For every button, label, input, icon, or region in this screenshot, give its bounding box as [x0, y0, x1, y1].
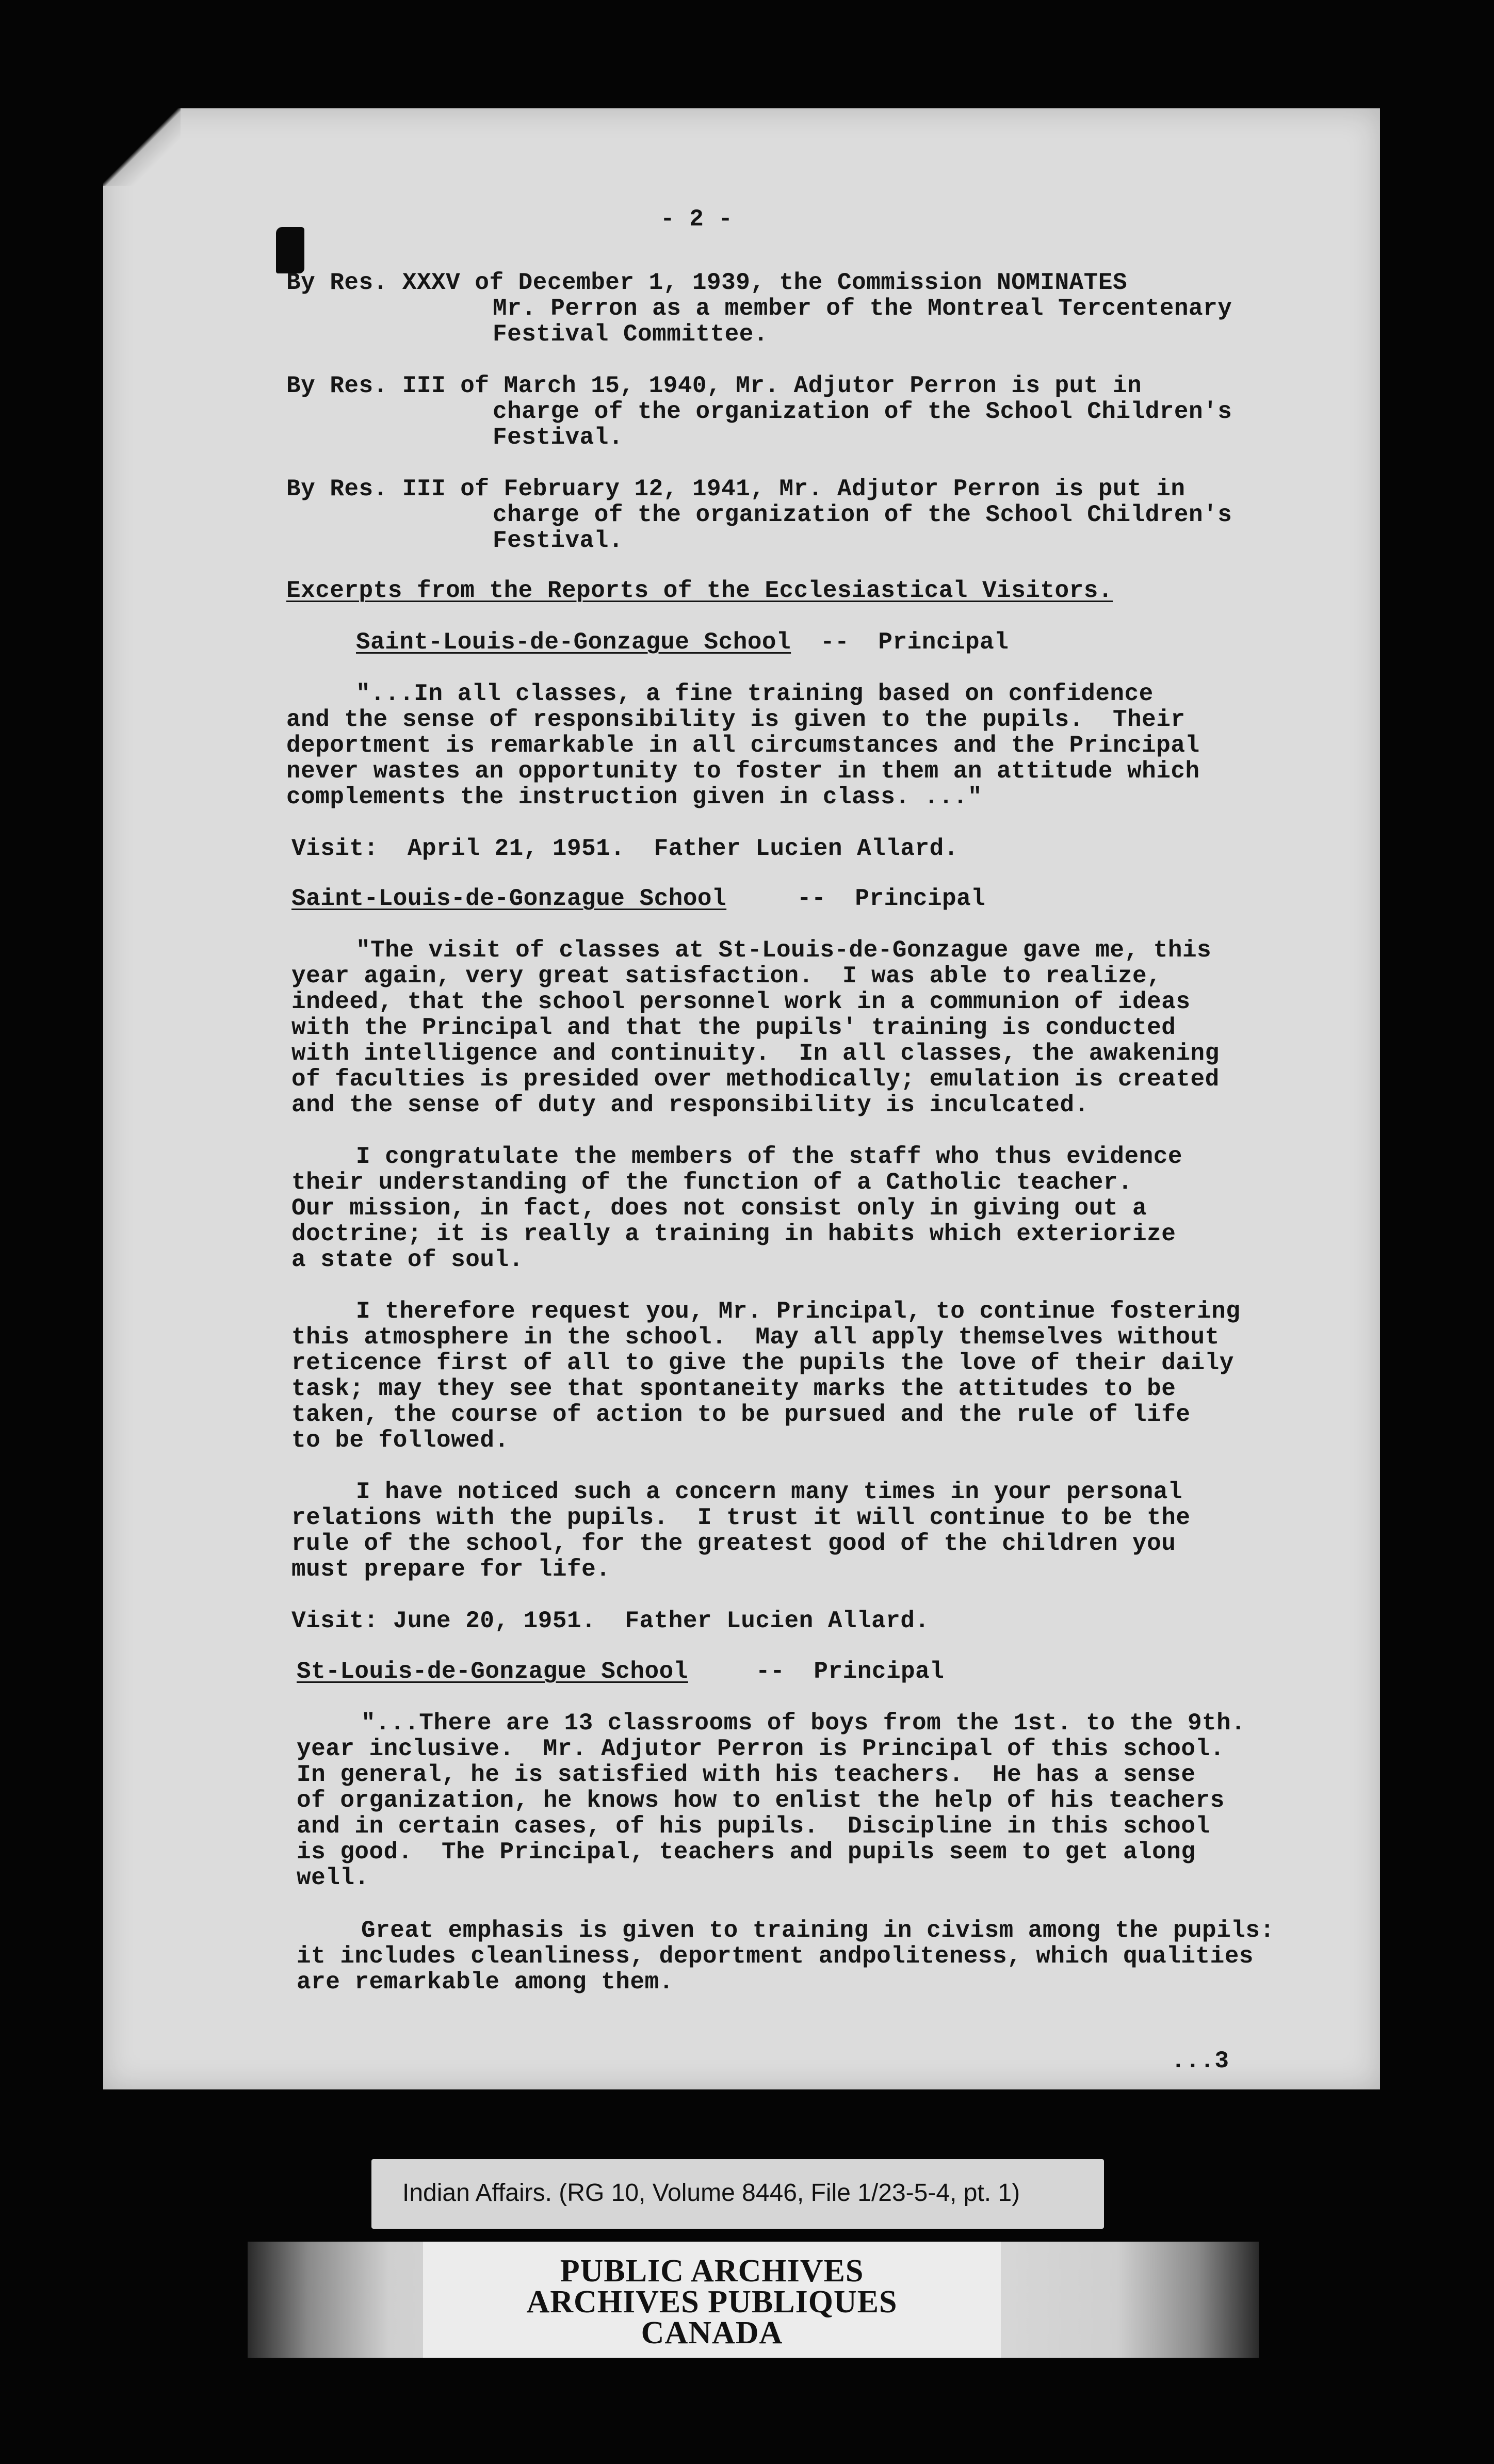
text-line: Festival.: [493, 527, 623, 554]
section-heading: Saint-Louis-de-Gonzague School: [291, 885, 727, 912]
text-line: charge of the organization of the School Children's: [493, 398, 1232, 425]
text-line: -- Principal: [756, 1658, 945, 1685]
text-line: -- Principal: [797, 885, 986, 912]
text-line: it includes cleanliness, deportment andpoliteness, which qualities: [297, 1943, 1254, 1970]
text-line: I therefore request you, Mr. Principal, to continue fostering: [356, 1298, 1241, 1325]
section-heading: Saint-Louis-de-Gonzague School: [356, 629, 791, 656]
text-line: Visit: June 20, 1951. Father Lucien Allard.: [291, 1608, 930, 1634]
text-line: and the sense of duty and responsibility is inculcated.: [291, 1092, 1089, 1118]
page-number: - 2 -: [660, 206, 733, 233]
text-line: deportment is remarkable in all circumstances and the Principal: [286, 732, 1200, 759]
text-line: are remarkable among them.: [297, 1969, 674, 1996]
text-line: never wastes an opportunity to foster in them an attitude which: [286, 758, 1200, 785]
stamp-line-1: PUBLIC ARCHIVES: [560, 2254, 864, 2289]
text-line: with intelligence and continuity. In all classes, the awakening: [291, 1040, 1220, 1067]
continuation-marker: ...3: [1171, 2048, 1229, 2074]
text-line: year again, very great satisfaction. I was able to realize,: [291, 963, 1162, 990]
stamp-line-3: CANADA: [641, 2315, 783, 2350]
text-line: "...There are 13 classrooms of boys from the 1st. to the 9th.: [361, 1710, 1246, 1737]
text-line: "...In all classes, a fine training based on confidence: [356, 680, 1154, 707]
text-line: rule of the school, for the greatest good of the children you: [291, 1530, 1176, 1557]
text-line: year inclusive. Mr. Adjutor Perron is Principal of this school.: [297, 1736, 1225, 1762]
text-line: must prepare for life.: [291, 1556, 611, 1583]
text-line: complements the instruction given in class. ...": [286, 784, 983, 810]
archive-stamp: [423, 2242, 1001, 2358]
text-line: indeed, that the school personnel work in a communion of ideas: [291, 988, 1191, 1015]
text-line: Festival.: [493, 424, 623, 451]
text-line: I congratulate the members of the staff who thus evidence: [356, 1143, 1182, 1170]
text-line: In general, he is satisfied with his teachers. He has a sense: [297, 1761, 1196, 1788]
text-line: charge of the organization of the School Children's: [493, 501, 1232, 528]
stamp-line-2: ARCHIVES PUBLIQUES: [526, 2284, 898, 2320]
text-line: this atmosphere in the school. May all apply themselves without: [291, 1324, 1220, 1351]
text-line: Our mission, in fact, does not consist only in giving out a: [291, 1195, 1147, 1222]
text-line: Great emphasis is given to training in civism among the pupils:: [361, 1917, 1275, 1944]
section-heading: Excerpts from the Reports of the Ecclesiastical Visitors.: [286, 577, 1113, 604]
folded-corner: [103, 108, 181, 186]
text-line: doctrine; it is really a training in habits which exteriorize: [291, 1221, 1176, 1247]
text-line: is good. The Principal, teachers and pupils seem to get along: [297, 1839, 1196, 1866]
text-line: a state of soul.: [291, 1246, 524, 1273]
text-line: relations with the pupils. I trust it will continue to be the: [291, 1504, 1191, 1531]
text-line: their understanding of the function of a Catholic teacher.: [291, 1169, 1133, 1196]
section-heading: St-Louis-de-Gonzague School: [297, 1658, 688, 1685]
text-line: By Res. III of March 15, 1940, Mr. Adjutor Perron is put in: [286, 372, 1142, 399]
text-line: well.: [297, 1865, 369, 1891]
text-line: and in certain cases, of his pupils. Discipline in this school: [297, 1813, 1210, 1840]
text-line: and the sense of responsibility is given to the pupils. Their: [286, 706, 1186, 733]
archive-reference-label: [371, 2159, 1104, 2229]
text-line: of faculties is presided over methodically; emulation is created: [291, 1066, 1220, 1093]
punch-hole-mark: [276, 227, 304, 273]
text-line: reticence first of all to give the pupils the love of their daily: [291, 1350, 1234, 1376]
text-line: Festival Committee.: [493, 321, 768, 348]
text-line: taken, the course of action to be pursued and the rule of life: [291, 1401, 1191, 1428]
text-line: to be followed.: [291, 1427, 509, 1454]
text-line: By Res. III of February 12, 1941, Mr. Adjutor Perron is put in: [286, 476, 1186, 502]
text-line: I have noticed such a concern many times in your personal: [356, 1479, 1182, 1505]
archive-reference-text: Indian Affairs. (RG 10, Volume 8446, File 1/23-5-4, pt. 1): [402, 2179, 1020, 2207]
text-line: Visit: April 21, 1951. Father Lucien Allard.: [291, 835, 959, 862]
text-line: with the Principal and that the pupils' training is conducted: [291, 1014, 1176, 1041]
text-line: task; may they see that spontaneity marks the attitudes to be: [291, 1375, 1176, 1402]
text-line: "The visit of classes at St-Louis-de-Gonzague gave me, this: [356, 937, 1212, 964]
text-line: -- Principal: [820, 629, 1009, 656]
text-line: Mr. Perron as a member of the Montreal Tercentenary: [493, 295, 1232, 322]
text-line: of organization, he knows how to enlist the help of his teachers: [297, 1787, 1225, 1814]
text-line: By Res. XXXV of December 1, 1939, the Commission NOMINATES: [286, 269, 1128, 296]
